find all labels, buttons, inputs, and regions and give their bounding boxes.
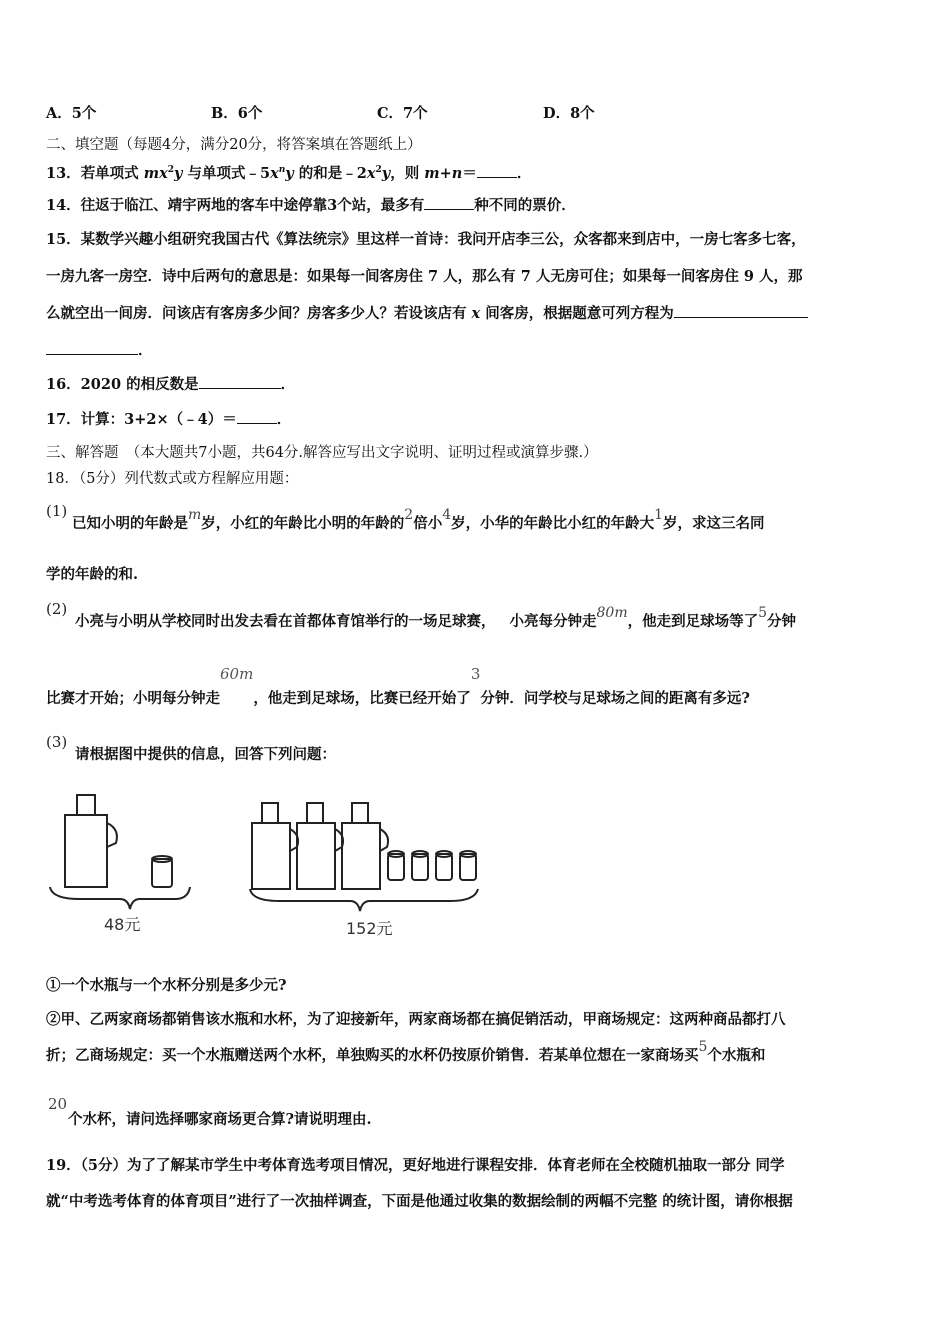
q18-sub2-20: 20 [48,1095,68,1113]
q18-sub-2-line-1: ②甲、乙两家商场都销售该水瓶和水杯，为了迎接新年，两家商场都在搞促销活动，甲商场规定：这两种商品都打八 [46,1011,786,1028]
question-15-line-2: 一房九客一房空．诗中后两句的意思是：如果每一间客房住 7 人，那么有 7 人无房可住；如果每一间客房住 9 人，那 [46,268,803,285]
q17-text-2: ． [276,411,292,428]
figure-label-152: 152元 [346,919,393,938]
question-19-line-1: 19．（5分）为了了解某市学生中考体育选考项目情况，更好地进行课程安排．体育老师在全校随机抽取一部分 同学 [46,1157,785,1174]
q13-x3: x [366,164,376,182]
q18-sub-2-line-3: 个水杯，请问选择哪家商场更合算?请说明理由. [68,1111,372,1128]
q14-text-1: 14．往返于临江、靖宇两地的客车中途停靠3个站，最多有 [46,197,425,214]
q13-text-5: ＝ [462,164,477,182]
q13-mx: mx [143,164,168,182]
cup-icon [436,851,452,880]
q13-y3: y [381,164,391,182]
q13-exp-1: 2 [167,165,175,175]
q18-p2-line2-b: ，他走到足球场，比赛已经开始了 [253,690,471,707]
question-15-line-3 [46,303,808,324]
q18-part1-line-2: 学的年龄的和. [46,566,139,583]
cup-icon [412,851,428,880]
q13-text-6: ． [516,164,532,182]
q15-line3-a: 么就空出一间房．问该店有客房多少间？房客多少人？若设该店有 [46,305,472,322]
q18-part2-marker: (2) [46,600,68,618]
brace-left [50,887,190,909]
section2-heading: 二、填空题（每题4分，满分20分，将答案填在答题纸上） [46,137,422,153]
q14-text-2: 种不同的票价． [474,197,576,214]
q15-answer-blank-1[interactable] [674,303,808,318]
cup-icon [460,851,476,880]
option-d: D．8个 [543,105,595,122]
bottle-icon [65,795,117,887]
q18-p1-a: 已知小明的年龄是 [72,515,188,532]
q13-number: 13． [46,164,81,182]
q18-p1-e: 岁，求这三名同 [663,515,765,532]
q16-text-2: ． [280,376,296,393]
q18-sub2-line2-b: 个水瓶和 [707,1047,766,1064]
bottle-icon [252,803,298,889]
q17-text-1: 17．计算：3+2×（﹣4）＝ [46,411,237,428]
q13-m-plus-n: m+n [424,164,463,182]
q15-x: x [471,305,481,322]
q18-p2-line2-a: 比赛才开始；小明每分钟走 [46,690,220,707]
q18-sub2-line2-a: 折；乙商场规定：买一个水瓶赠送两个水杯，单独购买的水杯仍按原价销售．若某单位想在一家商场买 [46,1047,699,1064]
q18-part2-line-1 [75,605,797,632]
q18-p1-4: 4 [442,507,452,523]
q18-part2-line-2 [46,665,750,709]
q18-part3-marker: (3) [46,733,68,751]
q13-text-2: 与单项式﹣5 [182,164,271,182]
q18-sub2-5: 5 [698,1039,708,1055]
q13-y2: y [285,164,294,182]
q18-part1-line-1 [72,507,765,534]
option-a: A．5个 [46,105,97,122]
q18-p1-b: 岁，小红的年龄比小明的年龄的 [201,515,405,532]
q18-p1-1: 1 [654,507,664,523]
q15-line3-b: 间客房，根据题意可列方程为 [480,305,674,322]
q18-p1-c: 倍小 [413,515,443,532]
q13-exp-3: 2 [375,165,382,175]
q13-exp-n: n [278,165,286,175]
section3-heading: 三、解答题 （本大题共7小题，共64分.解答应写出文字说明、证明过程或演算步骤.） [46,445,598,461]
q18-sub-2-line-2 [46,1039,766,1066]
q15-answer-blank-2[interactable] [46,340,138,355]
bottle-cup-figure [40,785,500,945]
bottle-icon [342,803,388,889]
q13-text-4: ，则 [390,164,425,182]
cup-icon [388,851,404,880]
question-17 [46,409,291,430]
option-b: B．6个 [211,105,263,122]
q13-answer-blank[interactable] [477,163,517,178]
figure-label-48: 48元 [104,915,141,934]
q15-line4-end: ． [138,342,153,359]
q18-p2-3: 3 [470,665,481,683]
question-15-line-4 [46,340,153,361]
q17-answer-blank[interactable] [237,409,277,424]
brace-right [250,889,478,911]
question-15-line-1: 15．某数学兴趣小组研究我国古代《算法统宗》里这样一首诗：我问开店李三公，众客都来到店中，一房七客多七客， [46,231,806,248]
q16-text-1: 16．2020 的相反数是 [46,376,199,393]
q18-sub-1: ①一个水瓶与一个水杯分别是多少元? [46,977,287,994]
question-16 [46,374,295,395]
question-19-line-2: 就“中考选考体育的体育项目”进行了一次抽样调查，下面是他通过收集的数据绘制的两幅不完整 的统计图，请你根据 [46,1193,793,1210]
q18-part3-text: 请根据图中提供的信息，回答下列问题： [75,746,336,763]
q13-x2: x [270,164,279,182]
q18-p1-m: m [188,507,202,523]
question-14 [46,195,576,216]
q13-text-1: 若单项式 [80,164,144,182]
cup-icon [152,856,172,887]
bottle-icon [297,803,343,889]
q18-p2-80m: 80m [596,605,628,621]
q13-y1: y [174,164,183,182]
option-c: C．7个 [377,105,428,122]
q18-p2-c: ，他走到足球场等了 [627,613,759,630]
q18-p1-d: 岁，小华的年龄比小红的年龄大 [451,515,655,532]
q18-p2-d: 分钟 [767,613,797,630]
q18-p2-a: 小亮与小明从学校同时出发去看在首都体育馆举行的一场足球赛， [75,613,496,630]
q18-p2-60m: 60m [220,665,254,683]
q18-p2-b: 小亮每分钟走 [509,613,597,630]
q18-part1-marker: (1) [46,502,68,520]
q18-p2-5: 5 [758,605,768,621]
q18-p1-2: 2 [404,507,414,523]
q13-text-3: 的和是﹣2 [293,164,367,182]
q14-answer-blank[interactable] [424,195,474,210]
question-18-intro: 18．（5分）列代数式或方程解应用题： [46,471,299,487]
question-13 [46,160,531,184]
q16-answer-blank[interactable] [199,374,281,389]
q18-p2-line2-c: 分钟．问学校与足球场之间的距离有多远? [480,690,750,707]
